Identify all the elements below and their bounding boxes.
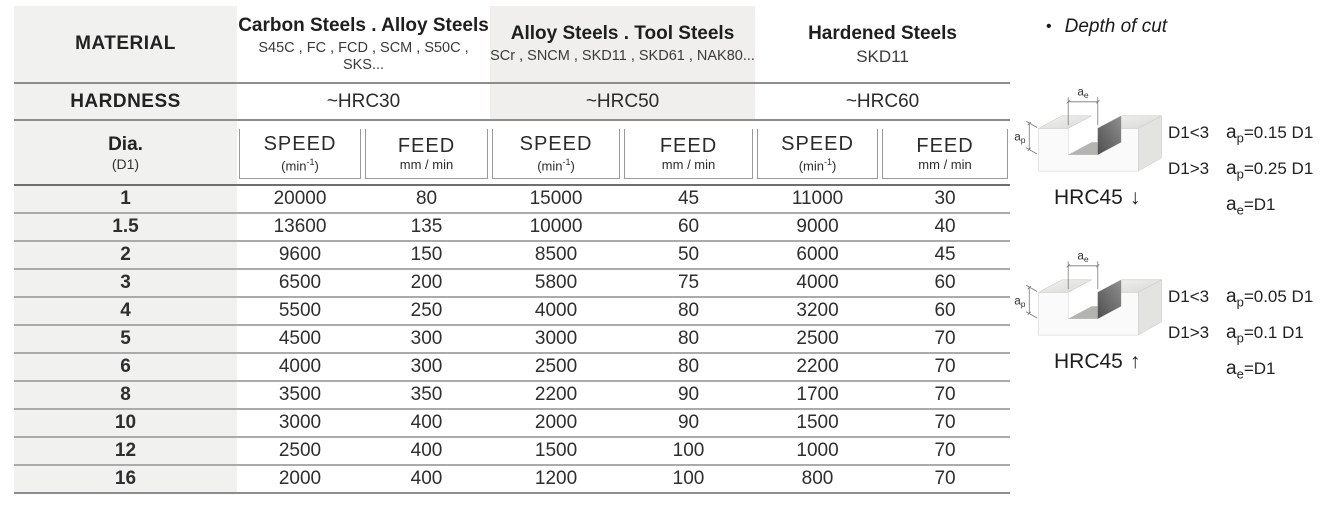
speed-cell-carbon: 3000 bbox=[237, 409, 363, 437]
feed-cell-hardened: 70 bbox=[880, 381, 1010, 409]
hardness-row bbox=[14, 83, 1010, 120]
diameter-cell: 4 bbox=[14, 297, 237, 325]
material-label: MATERIAL bbox=[75, 33, 176, 54]
speed-cell-carbon: 20000 bbox=[237, 185, 363, 213]
feed-cell-carbon: 135 bbox=[363, 213, 490, 241]
speed-header-hardened: SPEED $(\min^{-1})$ bbox=[755, 120, 880, 185]
ae-dimension-label: $a_e$ bbox=[1077, 85, 1089, 100]
speed-cell-alloy: 1500 bbox=[490, 437, 622, 465]
hrc-condition-label: HRC45 ↑ bbox=[1054, 350, 1141, 373]
diameter-cell: 8 bbox=[14, 381, 237, 409]
speed-cell-alloy: 8500 bbox=[490, 241, 622, 269]
table-row bbox=[14, 241, 1010, 269]
table-row bbox=[14, 297, 1010, 325]
group-title: Alloy Steels . Tool Steels bbox=[510, 23, 735, 44]
speed-cell-hardened: 800 bbox=[755, 465, 880, 493]
speed-header-alloy: SPEED $(\min^{-1})$ bbox=[490, 120, 622, 185]
table-row bbox=[14, 269, 1010, 297]
feed-cell-hardened: 30 bbox=[880, 185, 1010, 213]
feed-cell-alloy: 100 bbox=[622, 437, 755, 465]
speed-cell-alloy: 15000 bbox=[490, 185, 622, 213]
table-row bbox=[14, 185, 1010, 213]
ap-dimension-label: $a_p$ bbox=[1014, 294, 1026, 310]
feed-cell-hardened: 40 bbox=[880, 213, 1010, 241]
hardness-label: HARDNESS bbox=[70, 90, 181, 112]
speed-cell-hardened: 2200 bbox=[755, 353, 880, 381]
feed-cell-alloy: 45 bbox=[622, 185, 755, 213]
group-title: Hardened Steels bbox=[808, 23, 957, 44]
slot-milling-diagram bbox=[1012, 80, 1168, 175]
speed-cell-hardened: 1000 bbox=[755, 437, 880, 465]
formula-line: D1>3 $a_p=0.1$ D1 bbox=[1168, 322, 1304, 346]
cutting-conditions-table bbox=[14, 6, 1010, 494]
hardness-value-carbon: ~HRC30 bbox=[237, 83, 490, 120]
speed-cell-hardened: 3200 bbox=[755, 297, 880, 325]
diameter-cell: 10 bbox=[14, 409, 237, 437]
speed-cell-carbon: 3500 bbox=[237, 381, 363, 409]
slot-milling-diagram bbox=[1012, 244, 1168, 339]
speed-cell-alloy: 4000 bbox=[490, 297, 622, 325]
diameter-cell: 1.5 bbox=[14, 213, 237, 241]
speed-cell-alloy: 2500 bbox=[490, 353, 622, 381]
group-subtitle: SCr , SNCM , SKD11 , SKD61 , NAK80... bbox=[490, 48, 755, 64]
feed-cell-carbon: 300 bbox=[363, 353, 490, 381]
feed-cell-alloy: 75 bbox=[622, 269, 755, 297]
feed-cell-alloy: 80 bbox=[622, 353, 755, 381]
feed-cell-carbon: 400 bbox=[363, 437, 490, 465]
table-row bbox=[14, 353, 1010, 381]
table-row bbox=[14, 409, 1010, 437]
diameter-label: Dia. bbox=[108, 133, 143, 155]
depth-of-cut-label: Depth of cut bbox=[1064, 16, 1168, 37]
formula-line: D1<3 $a_p=0.05$ D1 bbox=[1168, 286, 1314, 310]
feed-cell-hardened: 60 bbox=[880, 269, 1010, 297]
diameter-cell: 6 bbox=[14, 353, 237, 381]
diameter-cell: 5 bbox=[14, 325, 237, 353]
hardness-value-hardened: ~HRC60 bbox=[755, 83, 1010, 120]
feed-cell-alloy: 100 bbox=[622, 465, 755, 493]
speed-cell-hardened: 1500 bbox=[755, 409, 880, 437]
speed-cell-carbon: 2000 bbox=[237, 465, 363, 493]
material-header-cell bbox=[14, 6, 237, 83]
formula-line: D1<3 $a_p=0.15$ D1 bbox=[1168, 122, 1314, 146]
group-subtitle: SKD11 bbox=[856, 47, 909, 66]
diameter-cell: 1 bbox=[14, 185, 237, 213]
material-group-carbon-steels bbox=[237, 6, 490, 83]
speed-cell-alloy: 1200 bbox=[490, 465, 622, 493]
feed-cell-carbon: 350 bbox=[363, 381, 490, 409]
diameter-sublabel: (D1) bbox=[111, 155, 140, 172]
feed-cell-carbon: 80 bbox=[363, 185, 490, 213]
feed-cell-alloy: 50 bbox=[622, 241, 755, 269]
feed-cell-alloy: 90 bbox=[622, 381, 755, 409]
table-row bbox=[14, 325, 1010, 353]
hrc-condition-label: HRC45 ↓ bbox=[1054, 186, 1141, 209]
feed-cell-alloy: 80 bbox=[622, 297, 755, 325]
up-arrow-icon: ↑ bbox=[1129, 350, 1141, 373]
speed-cell-hardened: 1700 bbox=[755, 381, 880, 409]
formula-list bbox=[1168, 286, 1313, 394]
speed-cell-hardened: 2500 bbox=[755, 325, 880, 353]
speed-cell-alloy: 10000 bbox=[490, 213, 622, 241]
feed-cell-hardened: 70 bbox=[880, 465, 1010, 493]
depth-of-cut-title bbox=[1046, 16, 1167, 38]
group-title: Carbon Steels . Alloy Steels bbox=[238, 14, 489, 36]
speed-cell-hardened: 11000 bbox=[755, 185, 880, 213]
material-group-alloy-tool-steels bbox=[490, 6, 755, 83]
ap-dimension-label: $a_p$ bbox=[1014, 130, 1026, 146]
feed-cell-carbon: 400 bbox=[363, 409, 490, 437]
hardness-header-cell bbox=[14, 83, 237, 120]
feed-cell-carbon: 300 bbox=[363, 325, 490, 353]
speed-cell-alloy: 5800 bbox=[490, 269, 622, 297]
formula-list bbox=[1168, 122, 1313, 230]
feed-cell-carbon: 400 bbox=[363, 465, 490, 493]
speed-cell-hardened: 4000 bbox=[755, 269, 880, 297]
table-row bbox=[14, 381, 1010, 409]
speed-cell-carbon: 2500 bbox=[237, 437, 363, 465]
group-subtitle: S45C , FC , FCD , SCM , S50C , SKS... bbox=[258, 39, 469, 73]
diameter-cell: 16 bbox=[14, 465, 237, 493]
down-arrow-icon: ↓ bbox=[1129, 186, 1141, 209]
feed-cell-carbon: 200 bbox=[363, 269, 490, 297]
speed-cell-carbon: 9600 bbox=[237, 241, 363, 269]
feed-cell-hardened: 70 bbox=[880, 353, 1010, 381]
formula-line: D1>3 $a_p=0.25$ D1 bbox=[1168, 158, 1314, 182]
table-row bbox=[14, 213, 1010, 241]
feed-header-hardened: FEED mm / min bbox=[880, 120, 1010, 185]
table-row bbox=[14, 437, 1010, 465]
material-group-hardened-steels bbox=[755, 6, 1010, 83]
speed-cell-carbon: 4000 bbox=[237, 353, 363, 381]
formula-line: $a_e=D1$ bbox=[1226, 358, 1276, 382]
material-row bbox=[14, 6, 1010, 83]
speed-cell-carbon: 6500 bbox=[237, 269, 363, 297]
feed-cell-carbon: 250 bbox=[363, 297, 490, 325]
feed-cell-hardened: 60 bbox=[880, 297, 1010, 325]
feed-cell-hardened: 70 bbox=[880, 409, 1010, 437]
feed-cell-alloy: 90 bbox=[622, 409, 755, 437]
feed-cell-carbon: 150 bbox=[363, 241, 490, 269]
speed-cell-alloy: 3000 bbox=[490, 325, 622, 353]
feed-cell-hardened: 70 bbox=[880, 325, 1010, 353]
speed-cell-carbon: 4500 bbox=[237, 325, 363, 353]
speed-header-carbon: SPEED $(\min^{-1})$ bbox=[237, 120, 363, 185]
feed-header-carbon: FEED mm / min bbox=[363, 120, 490, 185]
bullet-dot-icon: • bbox=[1046, 18, 1052, 35]
formula-line: $a_e=D1$ bbox=[1226, 194, 1276, 218]
diameter-header-cell bbox=[14, 120, 237, 185]
speed-cell-alloy: 2200 bbox=[490, 381, 622, 409]
hardness-value-alloy: ~HRC50 bbox=[490, 83, 755, 120]
column-header-row bbox=[14, 120, 1010, 185]
speed-cell-hardened: 6000 bbox=[755, 241, 880, 269]
feed-cell-alloy: 80 bbox=[622, 325, 755, 353]
feed-cell-hardened: 45 bbox=[880, 241, 1010, 269]
feed-header-alloy: FEED mm / min bbox=[622, 120, 755, 185]
speed-cell-hardened: 9000 bbox=[755, 213, 880, 241]
feed-cell-hardened: 70 bbox=[880, 437, 1010, 465]
feed-cell-alloy: 60 bbox=[622, 213, 755, 241]
depth-of-cut-block-hard bbox=[1012, 240, 1338, 402]
diameter-cell: 2 bbox=[14, 241, 237, 269]
diameter-cell: 12 bbox=[14, 437, 237, 465]
diameter-cell: 3 bbox=[14, 269, 237, 297]
table-row bbox=[14, 465, 1010, 493]
speed-cell-carbon: 13600 bbox=[237, 213, 363, 241]
speed-cell-carbon: 5500 bbox=[237, 297, 363, 325]
ae-dimension-label: $a_e$ bbox=[1077, 249, 1089, 264]
speed-cell-alloy: 2000 bbox=[490, 409, 622, 437]
depth-of-cut-block-soft bbox=[1012, 76, 1338, 238]
